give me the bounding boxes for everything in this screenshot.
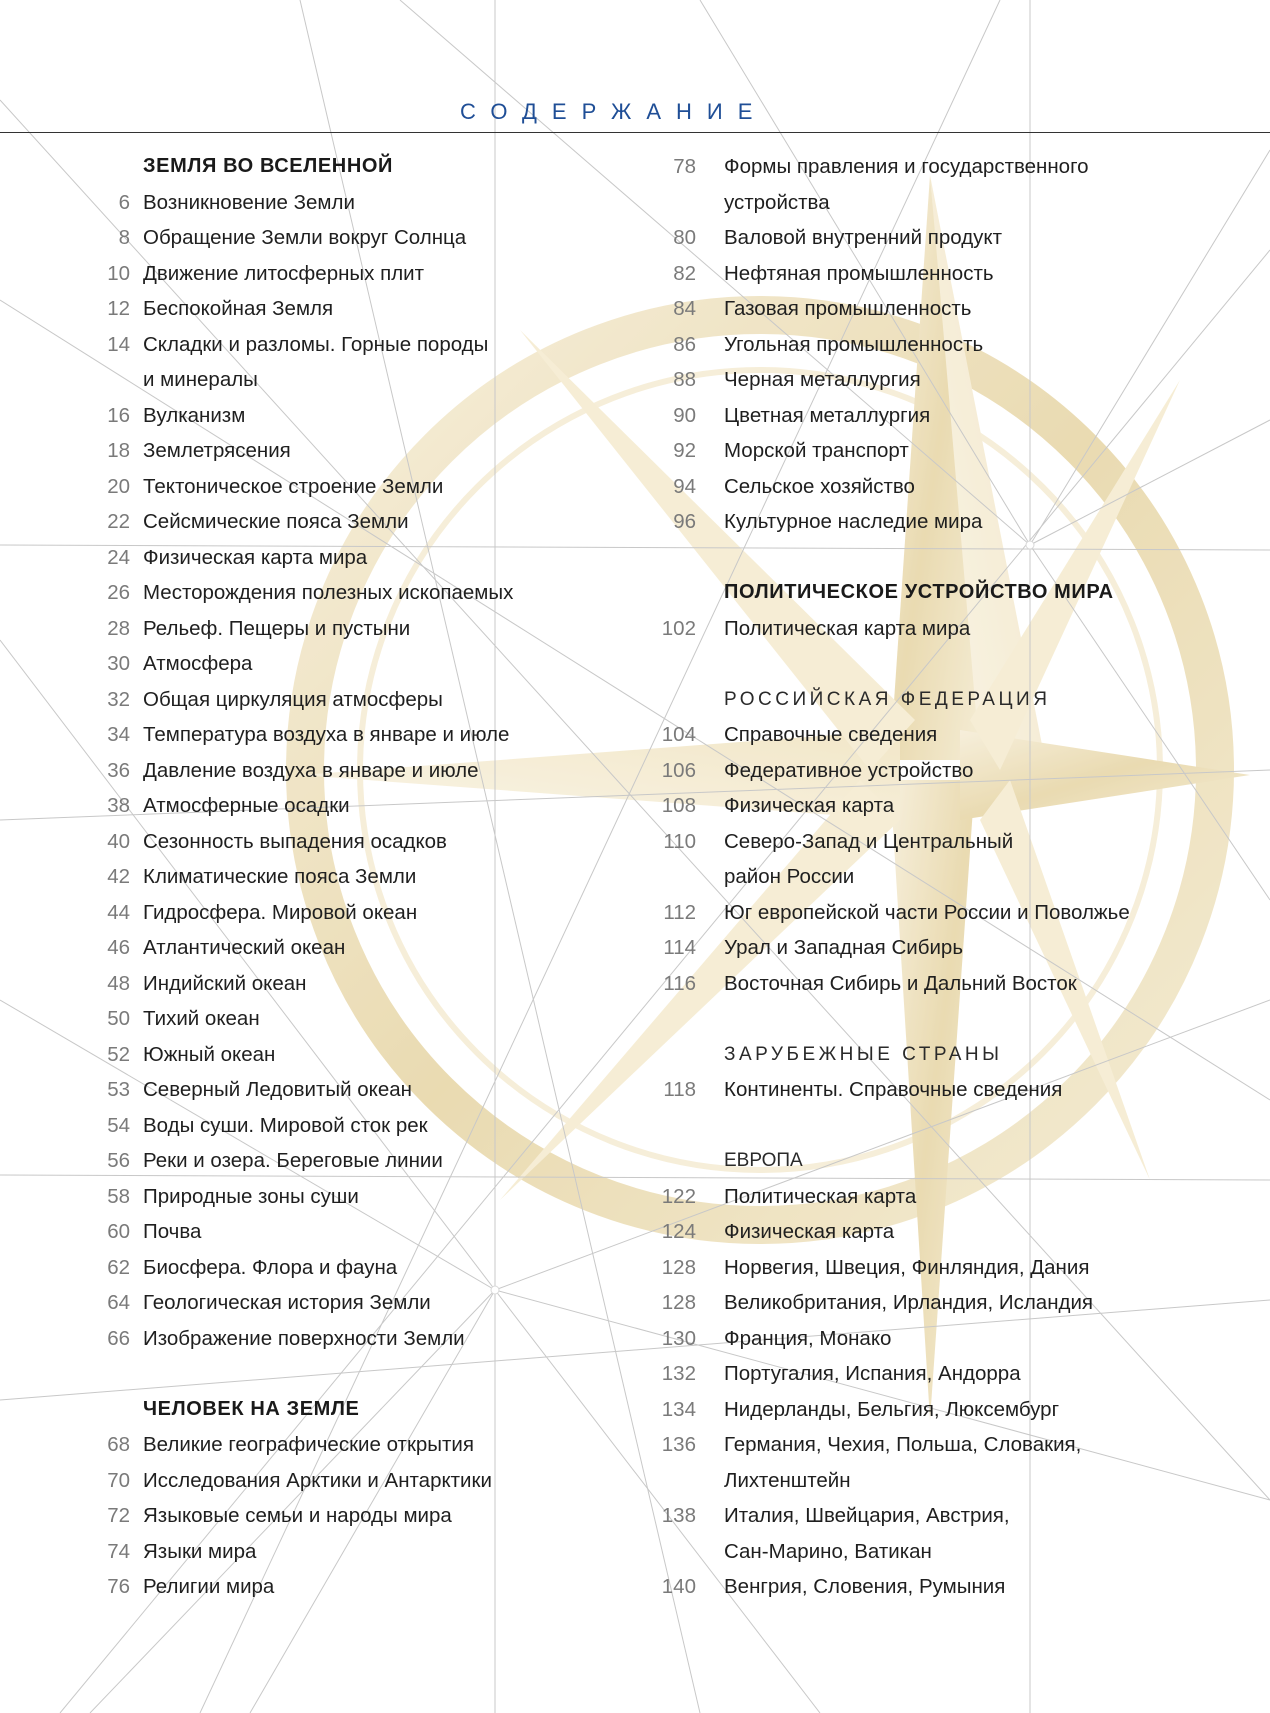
toc-entry	[100, 1463, 580, 1499]
toc-entry-title: Сан-Марино, Ватикан	[724, 1539, 932, 1563]
toc-entry	[650, 788, 1250, 824]
toc-entry-title: Месторождения полезных ископаемых	[143, 581, 514, 604]
toc-entry-page-number: 14	[107, 332, 130, 356]
toc-entry	[650, 966, 1250, 1002]
toc-entry-page-number: 108	[661, 794, 696, 817]
toc-entry	[100, 824, 580, 860]
toc-entry-page-number: 52	[107, 1042, 130, 1066]
toc-entry-continuation	[650, 185, 1250, 221]
toc-entry	[100, 1214, 580, 1250]
toc-entry-title: Почва	[143, 1220, 202, 1243]
toc-entry-page-number: 130	[661, 1326, 696, 1350]
toc-entry-continuation	[650, 859, 1250, 895]
toc-entry-title: Вулканизм	[143, 403, 246, 427]
toc-entry-title: Цветная металлургия	[724, 403, 931, 427]
section-heading-text: ЧЕЛОВЕК НА ЗЕМЛЕ	[143, 1397, 360, 1420]
toc-entry	[100, 753, 580, 789]
toc-entry	[650, 1498, 1250, 1534]
toc-entry-title: Обращение Земли вокруг Солнца	[143, 226, 467, 249]
toc-entry-title: Возникновение Земли	[143, 190, 355, 214]
toc-entry	[100, 327, 580, 363]
toc-entry-page-number: 66	[107, 1326, 130, 1350]
toc-entry-page-number: 122	[661, 1184, 696, 1208]
toc-entry-title: Валовой внутренний продукт	[724, 226, 1003, 249]
toc-entry-title: Юг европейской части России и Поволжье	[724, 900, 1130, 924]
toc-entry-page-number: 60	[107, 1220, 130, 1243]
toc-entry-page-number: 136	[661, 1433, 696, 1456]
toc-entry	[100, 895, 580, 931]
toc-entry-title: Южный океан	[143, 1042, 276, 1066]
toc-entry	[650, 149, 1250, 185]
toc-entry-page-number: 28	[107, 616, 130, 640]
toc-entry-page-number: 114	[663, 936, 696, 959]
toc-entry	[100, 859, 580, 895]
subsection-heading-text: ЕВРОПА	[724, 1150, 803, 1171]
toc-entry-page-number: 76	[107, 1575, 130, 1598]
toc-entry-title: Рельеф. Пещеры и пустыни	[143, 616, 411, 640]
toc-entry	[100, 1250, 580, 1286]
toc-entry	[100, 1569, 580, 1605]
toc-entry-title: Угольная промышленность	[724, 332, 984, 356]
spacer	[650, 646, 1250, 682]
toc-entry-page-number: 124	[661, 1220, 696, 1243]
toc-entry-page-number: 138	[661, 1504, 696, 1527]
subsection-heading-text: РОССИЙСКАЯ ФЕДЕРАЦИЯ	[724, 688, 1051, 710]
toc-entry-title: Справочные сведения	[724, 723, 938, 746]
toc-entry	[100, 504, 580, 540]
toc-entry-title: Складки и разломы. Горные породы	[143, 332, 489, 356]
toc-entry-title: Северо-Запад и Центральный	[724, 829, 1014, 853]
toc-entry-title: Атлантический океан	[143, 936, 346, 959]
toc-entry	[650, 504, 1250, 540]
toc-entry-page-number: 102	[661, 616, 696, 640]
page-header	[0, 96, 1270, 133]
toc-entry-page-number: 90	[673, 403, 696, 427]
toc-entry-title: Норвегия, Швеция, Финляндия, Дания	[724, 1255, 1090, 1279]
toc-entry	[650, 398, 1250, 434]
toc-entry-page-number: 34	[107, 723, 130, 746]
toc-entry-page-number: 110	[663, 829, 696, 853]
toc-entry	[100, 1037, 580, 1073]
toc-entry-title: Языковые семьи и народы мира	[143, 1504, 452, 1527]
toc-entry	[100, 469, 580, 505]
toc-entry	[100, 220, 580, 256]
toc-entry-page-number: 128	[661, 1291, 696, 1314]
subsection-heading	[650, 1037, 1250, 1073]
toc-entry-title: Землетрясения	[143, 439, 291, 462]
toc-entry-page-number: 140	[661, 1575, 696, 1598]
toc-entry-page-number: 36	[107, 758, 130, 782]
toc-entry	[100, 1108, 580, 1144]
toc-entry-page-number: 48	[107, 971, 130, 995]
toc-entry-title: Физическая карта	[724, 794, 895, 817]
toc-entry-page-number: 18	[107, 439, 130, 462]
toc-entry-page-number: 32	[107, 687, 130, 711]
toc-entry-page-number: 88	[673, 368, 696, 391]
spacer	[650, 540, 1250, 576]
toc-entry-title: Атмосферные осадки	[143, 794, 350, 817]
toc-entry	[650, 753, 1250, 789]
toc-entry-page-number: 128	[661, 1255, 696, 1279]
toc-entry-title: Политическая карта	[724, 1184, 917, 1208]
toc-entry-title: Сельское хозяйство	[724, 474, 915, 498]
toc-entry-title: Физическая карта	[724, 1220, 895, 1243]
toc-entry-title: Изображение поверхности Земли	[143, 1326, 465, 1350]
toc-entry-page-number: 132	[661, 1362, 696, 1385]
toc-entry-title: Федеративное устройство	[724, 758, 974, 782]
section-heading	[650, 575, 1250, 611]
toc-entry-title: Нефтяная промышленность	[724, 261, 994, 285]
toc-entry-title: и минералы	[143, 368, 258, 391]
toc-entry-page-number: 30	[107, 652, 130, 675]
section-heading	[100, 1392, 580, 1428]
toc-entry-page-number: 116	[663, 971, 696, 995]
toc-entry-title: Сезонность выпадения осадков	[143, 829, 447, 853]
toc-entry	[650, 1427, 1250, 1463]
toc-entry	[650, 824, 1250, 860]
toc-entry	[650, 433, 1250, 469]
toc-column-left	[100, 149, 580, 1605]
toc-entry	[650, 1285, 1250, 1321]
toc-entry-title: Франция, Монако	[724, 1326, 892, 1350]
toc-entry	[100, 540, 580, 576]
toc-entry-title: Индийский океан	[143, 971, 307, 995]
toc-entry-page-number: 44	[107, 900, 130, 924]
toc-entry-page-number: 104	[661, 723, 696, 746]
toc-entry-title: Германия, Чехия, Польша, Словакия,	[724, 1433, 1082, 1456]
spacer	[100, 1356, 580, 1392]
toc-entry	[100, 966, 580, 1002]
toc-entry-page-number: 80	[673, 226, 696, 249]
toc-entry-page-number: 84	[673, 297, 696, 320]
toc-entry	[650, 362, 1250, 398]
toc-entry-title: Великобритания, Ирландия, Исландия	[724, 1291, 1094, 1314]
toc-entry-title: устройства	[724, 190, 830, 214]
toc-entry-page-number: 53	[107, 1078, 130, 1101]
toc-entry-title: Нидерланды, Бельгия, Люксембург	[724, 1397, 1060, 1421]
toc-entry	[650, 256, 1250, 292]
toc-entry-page-number: 94	[673, 474, 696, 498]
toc-entry-page-number: 112	[663, 900, 696, 924]
toc-entry-title: Черная металлургия	[724, 368, 921, 391]
toc-entry-page-number: 82	[673, 261, 696, 285]
toc-entry	[100, 1179, 580, 1215]
toc-entry	[100, 1427, 580, 1463]
toc-entry-page-number: 26	[107, 581, 130, 604]
toc-entry	[100, 1072, 580, 1108]
toc-entry-page-number: 70	[107, 1468, 130, 1492]
toc-entry	[650, 1392, 1250, 1428]
toc-entry	[100, 717, 580, 753]
toc-entry-title: Урал и Западная Сибирь	[724, 936, 964, 959]
toc-entry	[650, 1214, 1250, 1250]
toc-entry-page-number: 40	[107, 829, 130, 853]
toc-entry	[650, 895, 1250, 931]
toc-entry	[100, 1498, 580, 1534]
section-heading-text: ПОЛИТИЧЕСКОЕ УСТРОЙСТВО МИРА	[724, 581, 1114, 603]
toc-entry	[650, 930, 1250, 966]
toc-entry-title: Восточная Сибирь и Дальний Восток	[724, 971, 1077, 995]
toc-entry	[100, 930, 580, 966]
toc-entry	[650, 1356, 1250, 1392]
toc-entry-title: Религии мира	[143, 1575, 275, 1598]
toc-entry	[650, 220, 1250, 256]
toc-entry-page-number: 72	[107, 1504, 130, 1527]
toc-entry	[650, 1250, 1250, 1286]
subsection-heading	[650, 1143, 1250, 1179]
toc-entry	[100, 433, 580, 469]
toc-entry-title: Тектоническое строение Земли	[143, 474, 444, 498]
toc-entry-title: Лихтенштейн	[724, 1468, 851, 1492]
toc-entry-title: Общая циркуляция атмосферы	[143, 687, 443, 711]
spacer	[650, 1001, 1250, 1037]
toc-entry-title: Венгрия, Словения, Румыния	[724, 1575, 1006, 1598]
toc-entry-title: Культурное наследие мира	[724, 510, 983, 533]
toc-entry-page-number: 62	[107, 1255, 130, 1279]
toc-entry-title: Давление воздуха в январе и июле	[143, 758, 479, 782]
toc-entry-title: Геологическая история Земли	[143, 1291, 431, 1314]
toc-entry	[100, 682, 580, 718]
toc-entry-page-number: 56	[107, 1149, 130, 1172]
toc-entry	[650, 327, 1250, 363]
toc-entry	[650, 1072, 1250, 1108]
toc-entry-title: Формы правления и государственного	[724, 155, 1089, 178]
toc-entry	[100, 1285, 580, 1321]
toc-entry-page-number: 106	[661, 758, 696, 782]
toc-entry-title: Великие географические открытия	[143, 1433, 474, 1456]
toc-entry-page-number: 42	[107, 865, 130, 888]
toc-entry-title: Северный Ледовитый океан	[143, 1078, 412, 1101]
toc-entry-title: район России	[724, 865, 855, 888]
toc-entry-title: Португалия, Испания, Андорра	[724, 1362, 1021, 1385]
toc-entry-title: Политическая карта мира	[724, 616, 971, 640]
toc-entry-continuation	[650, 1534, 1250, 1570]
toc-entry-title: Морской транспорт	[724, 439, 909, 462]
toc-entry	[100, 1534, 580, 1570]
section-heading-text: ЗЕМЛЯ ВО ВСЕЛЕННОЙ	[143, 155, 394, 177]
toc-entry	[650, 1321, 1250, 1357]
toc-entry	[650, 1179, 1250, 1215]
toc-entry-title: Италия, Швейцария, Австрия,	[724, 1504, 1010, 1527]
toc-entry	[100, 1143, 580, 1179]
page-title: СОДЕРЖАНИЕ	[460, 99, 768, 124]
toc-entry-title: Гидросфера. Мировой океан	[143, 900, 418, 924]
toc-entry-title: Беспокойная Земля	[143, 297, 334, 320]
toc-entry	[100, 185, 580, 221]
toc-entry-continuation	[650, 1463, 1250, 1499]
toc-entry-title: Биосфера. Флора и фауна	[143, 1255, 398, 1279]
toc-entry	[650, 717, 1250, 753]
toc-entry-continuation	[100, 362, 580, 398]
toc-entry-title: Природные зоны суши	[143, 1184, 359, 1208]
subsection-heading-text: ЗАРУБЕЖНЫЕ СТРАНЫ	[724, 1043, 1003, 1065]
toc-entry-page-number: 16	[107, 403, 130, 427]
toc-entry-page-number: 64	[107, 1291, 130, 1314]
toc-entry-title: Физическая карта мира	[143, 545, 368, 569]
toc-entry-title: Газовая промышленность	[724, 297, 972, 320]
toc-entry-page-number: 22	[107, 510, 130, 533]
toc-entry-page-number: 20	[107, 474, 130, 498]
spacer	[650, 1108, 1250, 1144]
toc-column-right	[650, 149, 1250, 1605]
toc-entry	[100, 611, 580, 647]
toc-entry	[650, 469, 1250, 505]
toc-entry-title: Реки и озера. Береговые линии	[143, 1149, 443, 1172]
toc-entry-page-number: 86	[673, 332, 696, 356]
toc-entry	[100, 398, 580, 434]
toc-entry-page-number: 96	[673, 510, 696, 533]
toc-entry-title: Атмосфера	[143, 652, 253, 675]
toc-entry	[100, 291, 580, 327]
toc-entry-page-number: 92	[673, 439, 696, 462]
toc-entry-page-number: 54	[107, 1113, 130, 1137]
toc-entry	[650, 611, 1250, 647]
toc-entry-page-number: 78	[673, 155, 696, 178]
toc-entry-page-number: 8	[118, 226, 130, 249]
toc-entry	[100, 1001, 580, 1037]
toc-entry	[100, 788, 580, 824]
toc-entry-page-number: 38	[107, 794, 130, 817]
toc-entry-title: Сейсмические пояса Земли	[143, 510, 409, 533]
toc-entry	[100, 1321, 580, 1357]
toc-entry-page-number: 118	[663, 1078, 696, 1101]
toc-entry-title: Климатические пояса Земли	[143, 865, 417, 888]
toc-entry	[100, 646, 580, 682]
toc-entry-page-number: 68	[107, 1433, 130, 1456]
toc-entry-title: Тихий океан	[143, 1007, 260, 1030]
toc-entry-page-number: 50	[107, 1007, 130, 1030]
toc-entry-page-number: 12	[107, 297, 130, 320]
toc-entry-title: Исследования Арктики и Антарктики	[143, 1468, 492, 1492]
toc-entry-title: Языки мира	[143, 1539, 257, 1563]
toc-entry-page-number: 46	[107, 936, 130, 959]
section-heading	[100, 149, 580, 185]
toc-entry	[100, 256, 580, 292]
toc-entry-title: Температура воздуха в январе и июле	[143, 723, 510, 746]
subsection-heading	[650, 682, 1250, 718]
toc-entry	[650, 1569, 1250, 1605]
toc-entry-page-number: 24	[107, 545, 130, 569]
toc-entry-title: Континенты. Справочные сведения	[724, 1078, 1063, 1101]
toc-entry-title: Движение литосферных плит	[143, 261, 425, 285]
toc-entry-title: Воды суши. Мировой сток рек	[143, 1113, 428, 1137]
toc-entry-page-number: 10	[107, 261, 130, 285]
toc-entry	[650, 291, 1250, 327]
toc-entry-page-number: 134	[661, 1397, 696, 1421]
toc-entry	[100, 575, 580, 611]
toc-entry-page-number: 74	[107, 1539, 130, 1563]
toc-entry-page-number: 6	[118, 190, 130, 214]
toc-entry-page-number: 58	[107, 1184, 130, 1208]
